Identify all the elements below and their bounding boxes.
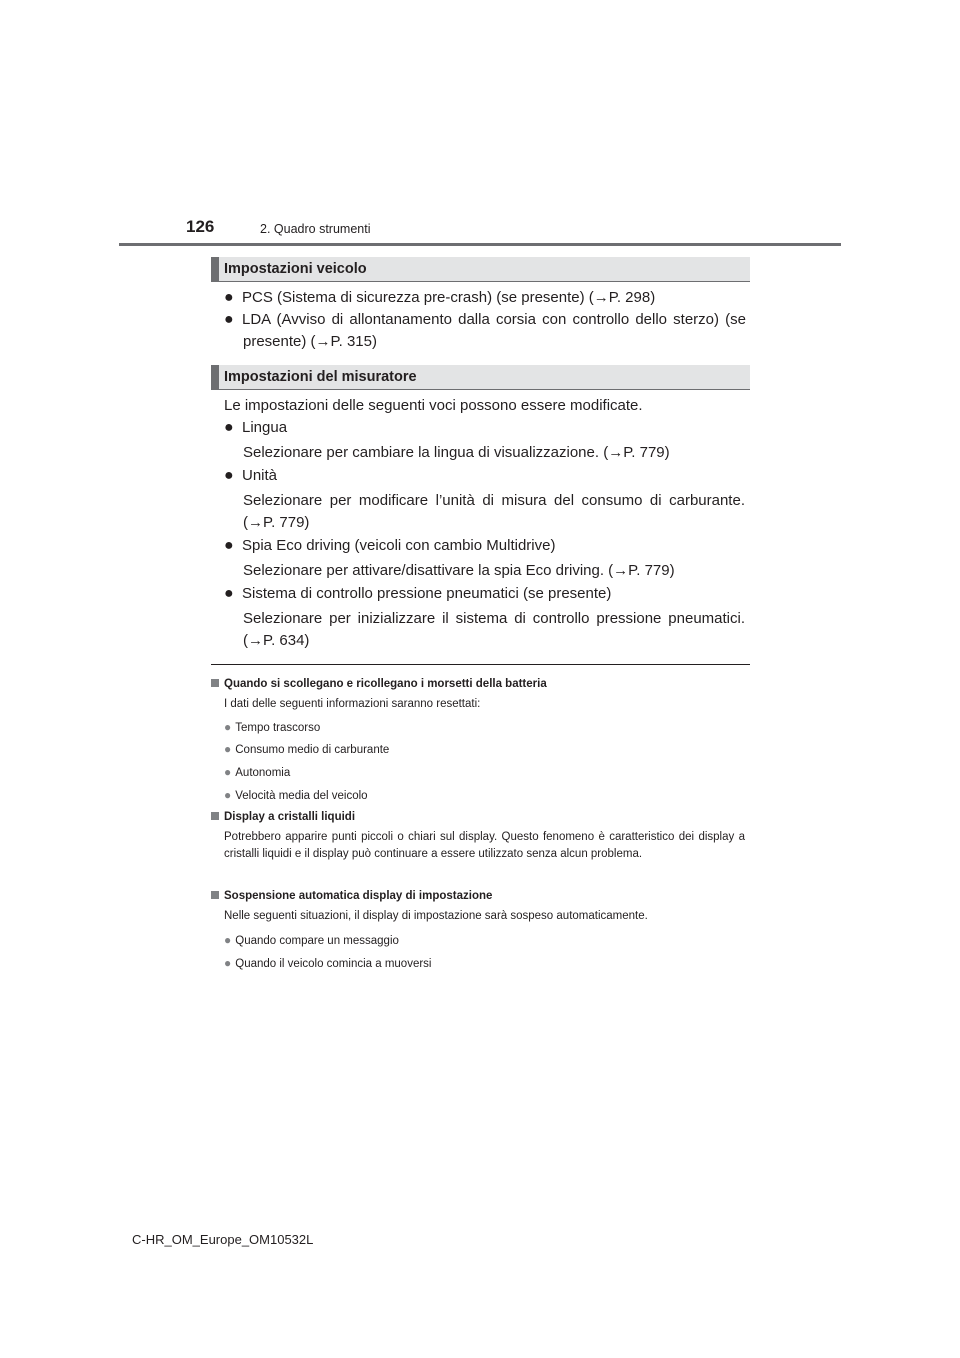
list-item-text: PCS (Sistema di sicurezza pre-crash) (se presente) (→P. 298) <box>242 289 656 306</box>
list-item-label: Spia Eco driving (veicoli con cambio Multidrive) <box>242 537 556 554</box>
bullet-icon: ● <box>224 467 234 484</box>
bullet-icon: ● <box>224 933 232 947</box>
list-item-desc: Selezionare per inizializzare il sistema di controllo pressione pneumatici. <box>243 610 745 627</box>
note-list-item: ● Velocità media del veicolo <box>224 788 368 802</box>
list-item <box>216 465 746 487</box>
section-header-vehicle <box>211 257 750 282</box>
list-item-label: Sistema di controllo pressione pneumatici (se presente) <box>242 585 612 602</box>
note-list-item: ● Autonomia <box>224 765 291 779</box>
square-bullet-icon <box>211 679 219 687</box>
note-list-item: ● Quando il veicolo comincia a muoversi <box>224 956 432 970</box>
list-item-text-continued: presente) (→P. 315) <box>243 333 377 350</box>
list-item-desc-continued: (→P. 779) <box>243 514 310 531</box>
note-list-item: ● Tempo trascorso <box>224 720 321 734</box>
section-title: Impostazioni veicolo <box>224 261 367 277</box>
bullet-icon: ● <box>224 537 234 554</box>
note-list-item: ● Quando compare un messaggio <box>224 933 399 947</box>
bullet-icon: ● <box>224 419 234 436</box>
note-text: Potrebbero apparire punti piccoli o chiari sul display. Questo fenomeno è caratteristico dei display a cristalli liquidi e il display può continuare a essere utilizzato senza alcun problema. <box>224 831 745 860</box>
list-item-desc: Selezionare per attivare/disattivare la spia Eco driving. (→P. 779) <box>243 562 675 579</box>
note-title: Display a cristalli liquidi <box>211 809 355 825</box>
note-title: Quando si scollegano e ricollegano i morsetti della batteria <box>211 676 547 692</box>
bullet-icon: ● <box>224 585 234 602</box>
bullet-icon: ● <box>224 720 232 734</box>
list-item-desc: Selezionare per cambiare la lingua di visualizzazione. (→P. 779) <box>243 444 670 461</box>
list-item-label: Unità <box>242 467 278 484</box>
notes-divider <box>211 664 750 665</box>
list-item-desc: Selezionare per modificare l’unità di misura del consumo di carburante. <box>243 492 745 509</box>
section-header-meter <box>211 365 750 390</box>
list-item-label: Lingua <box>242 419 288 436</box>
bullet-icon: ● <box>224 788 232 802</box>
list-item <box>216 417 746 439</box>
bullet-icon: ● <box>224 956 232 970</box>
section-intro: Le impostazioni delle seguenti voci possono essere modificate. <box>224 397 643 414</box>
note-title: Sospensione automatica display di impostazione <box>211 888 492 904</box>
square-bullet-icon <box>211 812 219 820</box>
note-list-item: ● Consumo medio di carburante <box>224 742 390 756</box>
bullet-icon: ● <box>224 289 234 306</box>
header-divider <box>119 243 841 246</box>
list-item <box>216 287 746 309</box>
bullet-icon: ● <box>224 311 234 328</box>
bullet-icon: ● <box>224 765 232 779</box>
list-item-desc-continued: (→P. 634) <box>243 632 310 649</box>
section-title: Impostazioni del misuratore <box>224 369 417 385</box>
note-text: I dati delle seguenti informazioni saranno resettati: <box>224 698 481 710</box>
list-item <box>216 535 746 557</box>
document-id: C-HR_OM_Europe_OM10532L <box>132 1232 314 1247</box>
chapter-title: 2. Quadro strumenti <box>260 222 371 236</box>
list-item-text: LDA (Avviso di allontanamento dalla corsia con controllo dello sterzo) (se <box>242 311 746 328</box>
page-number: 126 <box>186 217 215 236</box>
square-bullet-icon <box>211 891 219 899</box>
bullet-icon: ● <box>224 742 232 756</box>
list-item <box>216 583 746 605</box>
note-text: Nelle seguenti situazioni, il display di impostazione sarà sospeso automaticamente. <box>224 910 648 922</box>
